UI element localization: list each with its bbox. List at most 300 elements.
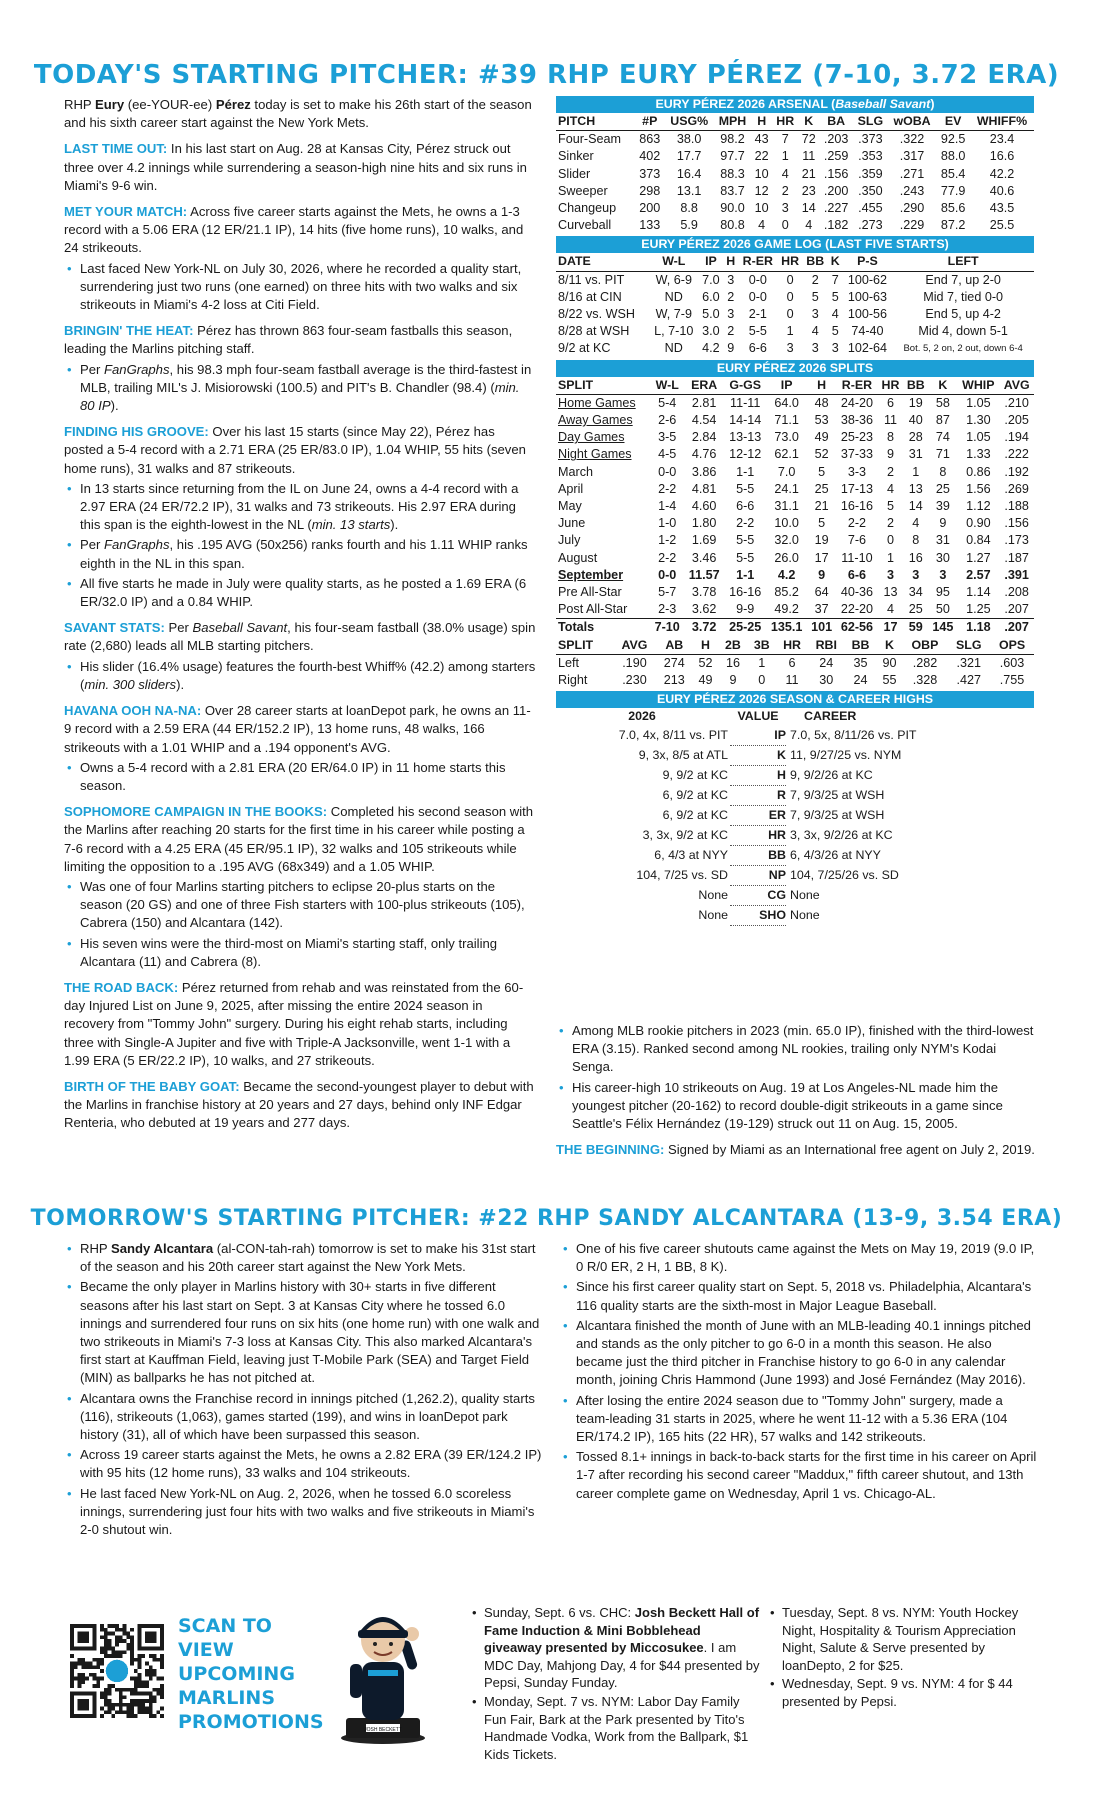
table-cell: Left <box>558 655 580 670</box>
table-cell: .208 <box>1004 585 1029 600</box>
table-cell: .321 <box>956 655 981 670</box>
note-heading: SAVANT STATS: <box>64 620 165 636</box>
col-header: MPH <box>714 113 751 131</box>
table-cell: 1-2 <box>658 533 677 548</box>
bullet-pre: RHP <box>80 1241 112 1256</box>
table-cell: 101 <box>807 619 836 637</box>
table-cell: 6 <box>887 395 895 410</box>
table-cell: 9 <box>818 567 826 582</box>
qr-code-icon[interactable] <box>70 1624 164 1718</box>
table-cell: 74-40 <box>851 324 884 339</box>
table-cell: W, 6-9 <box>655 272 692 287</box>
table-cell: Changeup <box>558 201 617 216</box>
stat-tables <box>556 96 1034 926</box>
note-bullet <box>64 1485 542 1540</box>
table-row <box>556 446 1034 463</box>
table-row <box>556 340 1034 357</box>
stat-value <box>728 826 788 846</box>
stat-label: K <box>777 747 786 762</box>
table-cell: 3.46 <box>691 550 717 565</box>
table-row <box>556 584 1034 601</box>
note-bullets <box>64 658 536 694</box>
season-high: None <box>698 888 728 902</box>
col-header: EV <box>936 113 970 131</box>
table-cell: 58 <box>935 395 950 410</box>
table-cell: 9 <box>939 516 947 531</box>
bobblehead-image <box>328 1600 438 1746</box>
table-cell: 50 <box>935 602 950 617</box>
table-cell: Away Games <box>558 413 633 428</box>
table-cell: 2-2 <box>736 516 755 531</box>
table-cell: 8/22 vs. WSH <box>558 307 635 322</box>
table-cell: .200 <box>823 183 849 198</box>
beginning-note: THE BEGINNING: Signed by Miami as an International free agent on July 2, 2019. <box>556 1142 1035 1158</box>
col-header: OBP <box>903 637 948 655</box>
table-row <box>556 289 1034 306</box>
highs-col-value: VALUE <box>737 709 779 724</box>
table-cell: 26.0 <box>774 550 799 565</box>
note-bullet: • One of his five career shutouts came against the Mets on May 19, 2019 (9.0 IP, 0 R/0 ER, 2 H, 1 BB, 8 K). <box>560 1240 1038 1276</box>
table-cell: 7-6 <box>847 533 867 548</box>
perez-right-bullets <box>556 1022 1036 1133</box>
table-cell: 4.2 <box>777 567 796 582</box>
table-cell: 7.0 <box>777 464 796 479</box>
table-cell: 90 <box>882 655 897 670</box>
col-header: ERA <box>684 377 724 395</box>
note-paragraph <box>64 702 536 757</box>
note-bullets <box>64 260 536 315</box>
promo-bold: Josh Beckett Hall of Fame Induction & Mini Bobblehead giveaway presented by Miccosukee <box>484 1605 760 1656</box>
table-cell: 19 <box>908 395 923 410</box>
stat-label: IP <box>774 727 786 742</box>
stat-value <box>728 786 788 806</box>
table-cell: 2 <box>887 516 895 531</box>
stat-value <box>728 886 788 906</box>
table-cell: 9 <box>727 341 735 356</box>
arsenal-table <box>556 113 1034 234</box>
promo-lead: Monday, Sept. 7 vs. NYM: Labor Day Family Fun Fair, Bark at the Park presented by Tito's Handmade Vodka, Work from the Ballpark, $1 Kids Tickets. <box>484 1693 749 1762</box>
table-cell: Four-Seam <box>558 132 621 147</box>
table-cell: .207 <box>1004 602 1029 617</box>
table-row <box>556 550 1034 567</box>
table-cell: 13 <box>908 481 923 496</box>
table-cell: .373 <box>858 132 883 147</box>
col-header: IP <box>766 377 807 395</box>
note-bullet: • His seven wins were the third-most on Miami's starting staff, only trailing Alcantara (11) and Cabrera (8). <box>64 935 536 971</box>
col-header: LEFT <box>892 253 1034 271</box>
table-cell: 1.56 <box>966 481 991 496</box>
table-cell: April <box>558 481 584 496</box>
col-header: SPLIT <box>556 377 650 395</box>
stat-label: H <box>777 767 786 782</box>
highs-row <box>556 806 1034 826</box>
col-header: SLG <box>853 113 888 131</box>
table-cell: 97.7 <box>720 149 745 164</box>
col-header: K <box>928 377 957 395</box>
table-cell: 59 <box>903 619 928 637</box>
promos-col-2 <box>768 1604 1048 1712</box>
table-cell: 16 <box>908 550 923 565</box>
table-cell: .207 <box>999 619 1034 637</box>
season-high: 3, 3x, 9/2 at KC <box>642 828 728 842</box>
table-cell: .290 <box>899 201 925 216</box>
table-cell: 0 <box>786 289 794 304</box>
table-cell: 1 <box>912 464 920 479</box>
table-cell: 77.9 <box>940 183 966 198</box>
table-cell: .427 <box>956 673 981 688</box>
arsenal-title: EURY PÉREZ 2026 ARSENAL (Baseball Savant) <box>556 96 1034 113</box>
table-cell: 145 <box>928 619 957 637</box>
table-cell: 62.1 <box>774 447 799 462</box>
table-cell: .210 <box>1004 395 1029 410</box>
table-cell: 28 <box>908 430 923 445</box>
table-cell: 73.0 <box>774 430 799 445</box>
table-cell: 1.05 <box>966 430 991 445</box>
alcantara-notes-right <box>560 1240 1038 1511</box>
highs-table <box>556 708 1034 925</box>
table-cell: 21 <box>814 499 829 514</box>
table-cell: 4 <box>912 516 920 531</box>
col-header: BB <box>803 253 828 271</box>
table-cell: W, 7-9 <box>655 307 692 322</box>
table-cell: 4 <box>758 218 766 233</box>
table-cell: 5-5 <box>736 481 755 496</box>
highs-row <box>556 786 1034 806</box>
table-cell: 4 <box>831 307 839 322</box>
table-cell: 3-5 <box>658 430 677 445</box>
col-header: W-L <box>650 377 684 395</box>
table-cell: .328 <box>912 673 938 688</box>
table-cell: 6-6 <box>736 499 755 514</box>
table-cell: 5-5 <box>736 550 755 565</box>
table-cell: .603 <box>999 655 1025 670</box>
table-cell: 3 <box>727 272 735 287</box>
table-cell: 135.1 <box>766 619 807 637</box>
table-cell: 0-0 <box>658 464 677 479</box>
table-cell: 4 <box>887 481 895 496</box>
table-cell: 12-12 <box>729 447 762 462</box>
table-cell: .188 <box>1004 499 1029 514</box>
lr-splits-table <box>556 637 1034 690</box>
table-cell: 0 <box>786 272 794 287</box>
promo-item: • Tuesday, Sept. 8 vs. NYM: Youth Hockey Night, Hospitality & Tourism Appreciation Night, Salute & Serve presented by loanDepto, 2 for $25. <box>768 1604 1048 1674</box>
table-cell: Slider <box>558 166 591 181</box>
col-header: H <box>751 113 772 131</box>
table-cell: 3-3 <box>847 464 867 479</box>
note-text: Across five career starts against the Mets, he owns a 1-3 record with a 5.06 ERA (12 ER/21.1 IP), 14 hits (five home runs), 10 walks, and 24 strikeouts. <box>64 204 524 256</box>
col-header: R-ER <box>738 253 777 271</box>
table-cell: 2-2 <box>658 550 677 565</box>
table-cell: 24.1 <box>774 481 799 496</box>
table-cell: 2.57 <box>966 567 991 582</box>
table-cell: 11-11 <box>730 395 761 410</box>
table-cell: 3 <box>811 307 819 322</box>
table-cell: End 5, up 4-2 <box>925 307 1001 322</box>
table-cell: 31 <box>908 447 923 462</box>
scan-promo-text: SCAN TO VIEW UPCOMING MARLINS PROMOTIONS <box>178 1615 324 1733</box>
table-cell: .269 <box>1004 481 1029 496</box>
table-row <box>556 498 1034 515</box>
note-text: Pérez returned from rehab and was reinstated from the 60-day Injured List on June 9, 2025, after missing the entire 2024 season in recovery from "Tommy John" surgery. During his eight rehab starts, including three with Single-A Jupiter and five with Triple-A Jacksonville, went 1-1 with a 1.99 ERA (5 ER/22.2 IP), 10 walks, and 27 strikeouts. <box>64 979 524 1068</box>
table-cell: 9 <box>729 673 737 688</box>
season-high: 104, 7/25 vs. SD <box>636 868 728 882</box>
perez-sections <box>64 140 536 1132</box>
col-header: G-GS <box>724 377 766 395</box>
table-cell: 0 <box>781 218 789 233</box>
table-cell: 100-56 <box>847 307 888 322</box>
note-paragraph <box>64 1078 536 1133</box>
promos-col-1 <box>470 1604 760 1764</box>
table-cell: 9 <box>887 447 895 462</box>
gamelog-title: EURY PÉREZ 2026 GAME LOG (LAST FIVE STARTS) <box>556 236 1034 253</box>
note-paragraph <box>64 979 536 1070</box>
col-header: AB <box>656 637 692 655</box>
table-cell: 1-0 <box>658 516 677 531</box>
highs-col-2026: 2026 <box>628 709 656 724</box>
table-cell: 8/28 at WSH <box>558 324 630 339</box>
table-row <box>556 654 1034 672</box>
table-cell: 12 <box>754 183 769 198</box>
table-cell: 21 <box>801 166 816 181</box>
table-cell: 8 <box>887 430 895 445</box>
table-row <box>556 131 1034 149</box>
table-cell: 1 <box>786 324 794 339</box>
note-bullet: • Was one of four Marlins starting pitchers to eclipse 20-plus starts on the season (20 GS) and one of three Fish starters with 100-plus strikeouts (105), Cabrera (150) and Alcantara (142). <box>64 878 536 933</box>
table-cell: 1.69 <box>691 533 717 548</box>
table-cell: 40.6 <box>989 183 1015 198</box>
table-cell: 98.2 <box>720 132 745 147</box>
stat-label: R <box>777 787 786 802</box>
table-cell: 13.1 <box>676 183 702 198</box>
col-header: H <box>692 637 718 655</box>
note-bullet: • His career-high 10 strikeouts on Aug. 19 at Los Angeles-NL made him the youngest pitcher (20-162) to record double-digit strikeouts in a game since Seattle's Félix Hernández (19-129) struck out 11 on Aug. 15, 2005. <box>556 1079 1036 1134</box>
table-cell: 85.4 <box>940 166 966 181</box>
table-cell: 11 <box>802 149 816 164</box>
table-cell: 34 <box>908 585 923 600</box>
table-cell: 5 <box>831 289 839 304</box>
table-cell: 213 <box>663 673 685 688</box>
table-cell: 3 <box>786 341 794 356</box>
table-cell: 22 <box>754 149 769 164</box>
note-text: Over 28 career starts at loanDepot park, he owns an 11-9 record with a 2.59 ERA (44 ER/152.2 IP), 13 home runs, 48 walks, 166 strikeouts with a 1.01 WHIP and a .194 opponent's AVG. <box>64 703 531 755</box>
table-cell: 200 <box>639 201 661 216</box>
note-text: Pérez has thrown 863 four-seam fastballs this season, leading the Marlins pitching staff. <box>64 323 513 357</box>
table-cell: 10 <box>754 166 769 181</box>
table-cell: 1-1 <box>736 464 755 479</box>
stat-value <box>728 866 788 886</box>
table-cell: 3 <box>831 341 839 356</box>
table-cell: 31.1 <box>774 499 799 514</box>
col-header: WHIP <box>957 377 999 395</box>
table-cell: .359 <box>858 166 883 181</box>
note-bullets <box>64 361 536 416</box>
table-cell: .229 <box>899 218 925 233</box>
note-paragraph <box>64 803 536 876</box>
table-cell: 17 <box>814 550 829 565</box>
table-cell: 2-2 <box>847 516 867 531</box>
table-cell: .187 <box>1004 550 1029 565</box>
table-cell: 373 <box>639 166 661 181</box>
table-cell: 4.54 <box>691 413 717 428</box>
table-cell: 1.18 <box>957 619 999 637</box>
table-cell: 402 <box>639 149 661 164</box>
table-cell: 62-56 <box>836 619 878 637</box>
table-cell: .322 <box>899 132 925 147</box>
table-cell: 0 <box>758 673 766 688</box>
note-heading: HAVANA OOH NA-NA: <box>64 703 202 719</box>
table-cell: 43.5 <box>989 201 1015 216</box>
table-cell: .230 <box>622 673 647 688</box>
table-cell: 2-3 <box>658 602 677 617</box>
table-cell: 4 <box>781 166 789 181</box>
table-cell: July <box>558 533 581 548</box>
promo-item: • Wednesday, Sept. 9 vs. NYM: 4 for $ 44 presented by Pepsi. <box>768 1675 1048 1710</box>
table-cell: Home Games <box>558 395 636 410</box>
col-header: K <box>798 113 819 131</box>
season-high: 6, 4/3 at NYY <box>654 848 728 862</box>
table-cell: 25 <box>814 481 829 496</box>
table-cell: Sinker <box>558 149 594 164</box>
table-cell: 1.30 <box>966 413 991 428</box>
table-cell: 3 <box>912 567 920 582</box>
table-cell: 3 <box>887 567 895 582</box>
table-cell: 25-25 <box>724 619 766 637</box>
col-header: BB <box>903 377 928 395</box>
highs-col-career: CAREER <box>804 709 857 724</box>
col-header: HR <box>776 637 808 655</box>
note-bullet: • Per FanGraphs, his .195 AVG (50x256) ranks fourth and his 1.11 WHIP ranks eighth in the NL in this span. <box>64 536 536 572</box>
table-cell: 72 <box>801 132 816 147</box>
table-cell: 38.0 <box>676 132 702 147</box>
col-header: H <box>723 253 738 271</box>
col-header: BA <box>819 113 853 131</box>
table-cell: 8/11 vs. PIT <box>558 272 625 287</box>
table-cell: 87.2 <box>940 218 966 233</box>
splits-table <box>556 377 1034 637</box>
table-cell: .222 <box>1004 447 1029 462</box>
table-cell: 100-62 <box>847 272 888 287</box>
table-cell: 31 <box>935 533 950 548</box>
table-row <box>556 412 1034 429</box>
table-cell: 16 <box>725 655 740 670</box>
table-cell: ND <box>664 289 683 304</box>
table-row <box>556 619 1034 637</box>
bobble-label: JOSH BECKETT <box>364 1727 402 1733</box>
career-high: 104, 7/25/26 vs. SD <box>790 868 899 882</box>
table-cell: Sweeper <box>558 183 608 198</box>
table-row <box>556 394 1034 412</box>
table-row <box>556 481 1034 498</box>
table-cell: 39 <box>935 499 950 514</box>
note-text: Over his last 15 starts (since May 22), Pérez has posted a 5-4 record with a 2.71 ERA (25 ER/83.0 IP), 1.04 WHIP, 55 hits (seven home runs), 31 walks and 87 strikeouts. <box>64 424 526 476</box>
table-cell: March <box>558 464 593 479</box>
note-bullet: • Last faced New York-NL on July 30, 2026, where he recorded a quality start, surrendering just two runs (one earned) on three hits with two walks and six strikeouts in Miami's 4-2 loss at Citi Field. <box>64 260 536 315</box>
table-cell: 2 <box>781 183 789 198</box>
table-cell: 25 <box>908 602 923 617</box>
table-cell: 90.0 <box>720 201 745 216</box>
bullet-text: Across 19 career starts against the Mets, he owns a 2.82 ERA (39 ER/124.2 IP) with 95 hits (12 home runs), 33 walks and 104 strikeouts. <box>80 1447 542 1481</box>
table-cell: 2-2 <box>658 481 677 496</box>
col-header: wOBA <box>888 113 937 131</box>
table-cell: .182 <box>823 218 849 233</box>
bullet-text: (al-CON-tah-rah) tomorrow is set to make his 31st start of the season and his 20th career start against the New York Mets. <box>80 1241 536 1275</box>
table-cell: 8.8 <box>680 201 698 216</box>
col-header: DATE <box>556 253 649 271</box>
table-cell: Pre All-Star <box>558 585 622 600</box>
note-paragraph <box>64 423 536 478</box>
col-header: RBI <box>808 637 845 655</box>
table-cell: 49 <box>698 673 713 688</box>
table-row <box>556 515 1034 532</box>
stat-label: ER <box>768 807 786 822</box>
table-cell: 5 <box>887 499 895 514</box>
table-cell: Right <box>558 673 588 688</box>
table-cell: 88.3 <box>720 166 745 181</box>
bullet-bold: Sandy Alcantara <box>111 1241 214 1256</box>
stat-value <box>728 806 788 826</box>
table-cell: 95 <box>935 585 950 600</box>
highs-row <box>556 746 1034 766</box>
table-row <box>556 532 1034 549</box>
table-cell: 274 <box>663 655 685 670</box>
table-cell: 87 <box>935 413 950 428</box>
table-cell: 14-14 <box>729 413 762 428</box>
table-cell: .243 <box>899 183 925 198</box>
note-bullet <box>64 1390 542 1445</box>
col-header: R-ER <box>836 377 878 395</box>
table-row <box>556 217 1034 234</box>
table-cell: 6 <box>788 655 796 670</box>
season-high: 7.0, 4x, 8/11 vs. PIT <box>618 728 728 742</box>
highs-row <box>556 826 1034 846</box>
col-header: HR <box>778 253 803 271</box>
table-cell: 40 <box>908 413 923 428</box>
note-heading: THE ROAD BACK: <box>64 979 179 995</box>
note-bullet: • In 13 starts since returning from the IL on June 24, owns a 4-4 record with a 2.97 ERA (24 ER/72.2 IP), 31 walks and 73 strikeouts. His 2.97 ERA during this span is the eighth-lowest in the NL (min. 13 starts). <box>64 480 536 535</box>
table-cell: .273 <box>858 218 883 233</box>
table-cell: 8/16 at CIN <box>558 289 622 304</box>
stat-value <box>728 906 788 926</box>
table-cell: 5-4 <box>658 395 677 410</box>
table-cell: 7-10 <box>650 619 684 637</box>
table-cell: 64 <box>814 585 829 600</box>
note-bullet: • Among MLB rookie pitchers in 2023 (min. 65.0 IP), finished with the third-lowest ERA (3.15). Ranked second among NL rookies, trailing only NYM's Kodai Senga. <box>556 1022 1036 1077</box>
table-row <box>556 464 1034 481</box>
note-bullet <box>64 1240 542 1276</box>
col-header: AVG <box>613 637 656 655</box>
table-cell: L, 7-10 <box>654 324 694 339</box>
col-header: 2B <box>719 637 748 655</box>
promo-rest: . I am MDC Day, Mahjong Day, 4 for $44 presented by Pepsi, Sunday Funday. <box>484 1640 760 1691</box>
note-bullet: • His slider (16.4% usage) features the fourth-best Whiff% (42.2) among starters (min. 300 sliders). <box>64 658 536 694</box>
table-cell: 7 <box>781 132 789 147</box>
note-bullet: • After losing the entire 2024 season due to "Tommy John" surgery, made a team-leading 31 starts in 2025, where he went 11-12 with a 5.36 ERA (104 ER/174.2 IP), 165 hits (22 HR), 57 walks and 142 strikeouts. <box>560 1392 1038 1447</box>
table-cell: Totals <box>556 619 650 637</box>
table-cell: 2-6 <box>658 413 677 428</box>
col-header: 3B <box>747 637 776 655</box>
career-high: 7.0, 5x, 8/11/26 vs. PIT <box>790 728 917 742</box>
col-header: #P <box>635 113 665 131</box>
note-paragraph <box>64 619 536 655</box>
col-header: W-L <box>649 253 699 271</box>
note-bullet <box>64 1446 542 1482</box>
table-cell: 55 <box>882 673 897 688</box>
table-cell: .156 <box>1004 516 1029 531</box>
table-row <box>556 601 1034 619</box>
note-bullet: • Since his first career quality start on Sept. 5, 2018 vs. Philadelphia, Alcantara's 116 quality starts are the sixth-most in Major League Baseball. <box>560 1278 1038 1314</box>
note-heading: LAST TIME OUT: <box>64 141 168 157</box>
gamelog-table <box>556 253 1034 357</box>
